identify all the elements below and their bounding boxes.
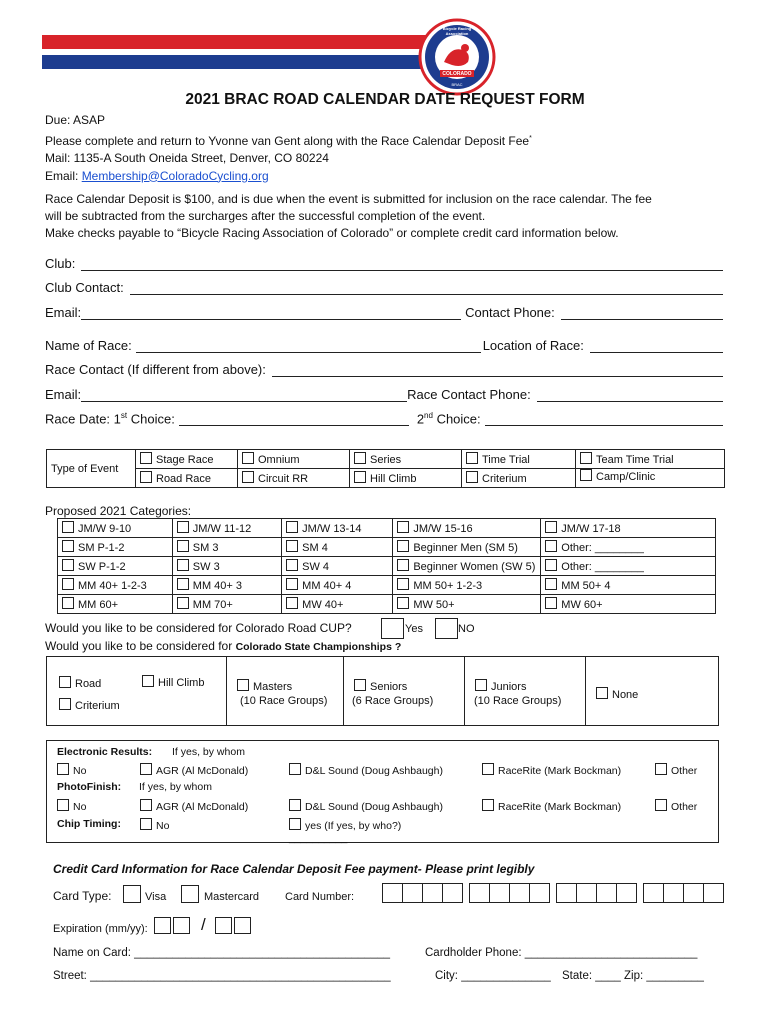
checkbox-icon[interactable]	[397, 559, 409, 571]
location-of-race-label: Location of Race:	[482, 338, 584, 353]
category-label: MM 50+ 4	[561, 580, 611, 592]
category-label: SW 3	[192, 561, 220, 573]
logo-text-bottom: BRAC	[451, 82, 463, 87]
header-stripe-navy	[42, 55, 440, 69]
category-cell[interactable]	[282, 519, 393, 538]
card-number-group	[556, 883, 636, 903]
checkbox-icon[interactable]	[177, 597, 189, 609]
category-label: Other: ________	[561, 542, 644, 554]
category-cell[interactable]	[172, 538, 281, 557]
checkbox-icon[interactable]	[140, 452, 152, 464]
checkbox-icon[interactable]	[242, 471, 254, 483]
city-field[interactable]: City: ______________	[435, 970, 551, 982]
checkbox-icon[interactable]	[142, 675, 154, 687]
champs-none-label: None	[612, 689, 639, 701]
champs-seniors-sub: (6 Race Groups)	[352, 695, 434, 707]
checkbox-icon[interactable]	[140, 818, 152, 830]
checkbox-icon[interactable]	[140, 763, 152, 775]
second-choice-blank[interactable]	[485, 411, 723, 426]
instructions-body: Please complete and return to Yvonne van Gent along with the Race Calendar Deposit Fee	[45, 133, 530, 148]
street-field[interactable]: Street: _______________________________________________	[53, 970, 391, 982]
category-cell[interactable]	[541, 595, 716, 614]
category-cell[interactable]	[541, 557, 716, 576]
event-hill-climb[interactable]	[350, 469, 462, 488]
chip-yes[interactable]	[289, 818, 401, 832]
checkbox-icon[interactable]	[177, 578, 189, 590]
electronic-no-label: No	[73, 765, 87, 777]
checkbox-icon[interactable]	[466, 471, 478, 483]
credit-card-heading: Credit Card Information for Race Calendar Deposit Fee payment- Please print legibly	[53, 862, 535, 876]
category-label: SM 4	[302, 542, 328, 554]
photofinish-label	[57, 781, 121, 793]
race-date-field[interactable]	[45, 411, 723, 426]
champs-road-label: Road	[75, 678, 102, 690]
deposit-line-2: will be subtracted from the surcharges after the successful completion of the event.	[45, 209, 486, 223]
category-cell[interactable]	[393, 595, 541, 614]
category-cell[interactable]	[393, 576, 541, 595]
first-choice-blank[interactable]	[179, 411, 409, 426]
category-label: SM 3	[192, 542, 219, 554]
photo-dl[interactable]	[289, 799, 443, 813]
road-cup-question: Would you like to be considered for Colorado Road CUP?	[45, 621, 352, 635]
name-on-card-field[interactable]: Name on Card: ________________________________________	[53, 947, 391, 959]
email-line	[45, 168, 532, 186]
card-type-mastercard-box[interactable]	[181, 885, 199, 903]
page-title: 2021 BRAC ROAD CALENDAR DATE REQUEST FORM	[185, 91, 585, 108]
category-cell[interactable]	[541, 519, 716, 538]
checkbox-icon[interactable]	[289, 799, 301, 811]
card-digit-box[interactable]	[402, 883, 423, 903]
race-date-sup: st	[120, 411, 128, 420]
state-champs-bold: Colorado State Championships ?	[235, 641, 402, 653]
second-choice-prefix: 2	[416, 411, 425, 427]
road-cup-no-box[interactable]	[435, 618, 458, 639]
card-type-label: Card Type:	[53, 889, 112, 903]
category-label: JM/W 11-12	[192, 523, 252, 535]
event-hill-climb-label: Hill Climb	[370, 473, 417, 485]
event-series-label: Series	[370, 454, 402, 466]
checkbox-icon[interactable]	[397, 578, 409, 590]
photofinish-bold: PhotoFinish:	[57, 781, 122, 793]
category-cell[interactable]	[541, 538, 716, 557]
electronic-results-if: If yes, by whom	[172, 746, 245, 758]
state-champs-divider-2	[343, 656, 344, 726]
email-field-label: Email:	[45, 305, 82, 320]
location-of-race-blank[interactable]	[590, 338, 723, 353]
checkbox-icon[interactable]	[397, 540, 409, 552]
event-camp-clinic[interactable]	[576, 469, 725, 488]
checkbox-icon[interactable]	[177, 559, 189, 571]
champs-criterium[interactable]	[59, 698, 120, 712]
category-label: Beginner Men (SM 5)	[413, 542, 518, 554]
brac-logo	[418, 18, 496, 96]
club-field[interactable]	[45, 256, 723, 271]
exp-year-2[interactable]	[234, 917, 251, 934]
checkbox-icon[interactable]	[655, 799, 667, 811]
card-number-group	[382, 883, 462, 903]
checkbox-icon[interactable]	[177, 521, 189, 533]
card-digit-box[interactable]	[556, 883, 577, 903]
club-contact-label: Club Contact:	[45, 280, 124, 295]
event-type-table	[46, 449, 725, 488]
second-choice-label	[417, 411, 481, 426]
photo-other-label: Other	[671, 801, 698, 813]
card-type-visa-box[interactable]	[123, 885, 141, 903]
electronic-no[interactable]	[57, 763, 86, 777]
category-label: Beginner Women (SW 5)	[413, 561, 536, 573]
email-field[interactable]	[45, 305, 723, 320]
electronic-results-bold: Electronic Results:	[57, 746, 153, 758]
card-digit-box[interactable]	[576, 883, 597, 903]
category-cell[interactable]	[58, 595, 173, 614]
second-choice-suffix: Choice:	[432, 411, 481, 427]
checkbox-icon[interactable]	[177, 540, 189, 552]
category-label: MW 50+	[413, 599, 455, 611]
race-date-suffix: Choice:	[127, 411, 175, 427]
checkbox-icon[interactable]	[237, 679, 249, 691]
card-digit-box[interactable]	[442, 883, 463, 903]
electronic-agr-label: AGR (Al McDonald)	[156, 765, 249, 777]
state-champs-question	[45, 639, 401, 653]
card-number-group	[643, 883, 723, 903]
name-of-race-label: Name of Race:	[45, 338, 132, 353]
checkbox-icon[interactable]	[545, 559, 557, 571]
checkbox-icon[interactable]	[62, 597, 74, 609]
checkbox-icon[interactable]	[62, 578, 74, 590]
category-label: SW P-1-2	[78, 561, 126, 573]
category-cell[interactable]	[172, 595, 281, 614]
checkbox-icon[interactable]	[482, 799, 494, 811]
checkbox-icon[interactable]	[289, 763, 301, 775]
checkbox-icon[interactable]	[286, 521, 298, 533]
card-digit-box[interactable]	[382, 883, 403, 903]
photo-dl-label: D&L Sound (Doug Ashbaugh)	[305, 801, 443, 813]
expiration-boxes[interactable]	[154, 915, 253, 935]
category-label: MM 70+	[192, 599, 233, 611]
champs-seniors[interactable]	[354, 679, 407, 693]
chip-timing-label	[57, 818, 121, 830]
photo-no-label: No	[73, 801, 87, 813]
category-cell[interactable]	[393, 538, 541, 557]
checkbox-icon[interactable]	[354, 679, 366, 691]
card-digit-box[interactable]	[596, 883, 617, 903]
state-champs-prefix: Would you like to be considered for	[45, 639, 236, 653]
race-date-prefix: Race Date: 1	[45, 411, 121, 427]
email-blank[interactable]	[81, 305, 461, 320]
name-of-race-blank[interactable]	[136, 338, 481, 353]
category-label: SW 4	[302, 561, 330, 573]
logo-text-top: Bicycle Racing Association	[442, 26, 472, 36]
checkbox-icon[interactable]	[397, 597, 409, 609]
category-label: MM 40+ 4	[302, 580, 352, 592]
state-champs-divider-4	[585, 656, 586, 726]
checkbox-icon[interactable]	[286, 540, 298, 552]
instructions-text	[45, 130, 532, 151]
category-label: SM P-1-2	[78, 542, 125, 554]
checkbox-icon[interactable]	[475, 679, 487, 691]
event-stage-race-label: Stage Race	[156, 454, 214, 466]
card-digit-box[interactable]	[703, 883, 724, 903]
state-field[interactable]: State: ____	[562, 970, 621, 982]
checkbox-icon[interactable]	[57, 799, 69, 811]
email-label: Email:	[45, 168, 82, 183]
contact-phone-blank[interactable]	[561, 305, 723, 320]
checkbox-icon[interactable]	[59, 698, 71, 710]
checkbox-icon[interactable]	[545, 597, 557, 609]
category-row	[58, 519, 716, 538]
exp-month-2[interactable]	[173, 917, 190, 934]
deposit-block	[45, 191, 652, 242]
category-label: JM/W 17-18	[561, 523, 621, 535]
expiration-label: Expiration (mm/yy):	[53, 923, 148, 935]
event-circuit-rr-label: Circuit RR	[258, 473, 309, 485]
chip-no-label: No	[156, 820, 170, 832]
checkbox-icon[interactable]	[242, 452, 254, 464]
category-label: JM/W 13-14	[302, 523, 362, 535]
champs-juniors-sub: (10 Race Groups)	[474, 695, 562, 707]
checkbox-icon[interactable]	[140, 471, 152, 483]
event-time-trial-label: Time Trial	[482, 454, 530, 466]
chip-yes-label: yes (If yes, by who?)	[305, 820, 402, 832]
chip-timing-bold: Chip Timing:	[57, 818, 121, 830]
category-cell[interactable]	[541, 576, 716, 595]
club-contact-blank[interactable]	[130, 280, 723, 295]
checkbox-icon[interactable]	[655, 763, 667, 775]
category-label: MM 40+ 3	[192, 580, 243, 592]
race-contact-label: Race Contact (If different from above):	[45, 362, 266, 377]
card-digit-box[interactable]	[529, 883, 550, 903]
photo-no[interactable]	[57, 799, 86, 813]
champs-hill-climb-label: Hill Climb	[158, 677, 205, 689]
card-type-mastercard-label: Mastercard	[204, 891, 260, 903]
electronic-agr[interactable]	[140, 763, 248, 777]
event-criterium-label: Criterium	[482, 473, 527, 485]
checkbox-icon[interactable]	[482, 763, 494, 775]
deposit-line-3: Make checks payable to “Bicycle Racing Association of Colorado” or complete credit card information below.	[45, 226, 619, 240]
electronic-results-label	[57, 746, 152, 758]
card-digit-box[interactable]	[663, 883, 684, 903]
category-cell[interactable]	[58, 538, 173, 557]
card-number-group	[469, 883, 549, 903]
category-cell[interactable]	[58, 557, 173, 576]
club-contact-field[interactable]	[45, 280, 723, 295]
photo-racerite-label: RaceRite (Mark Bockman)	[498, 801, 622, 813]
race-email-blank[interactable]	[81, 387, 407, 402]
race-name-field[interactable]	[45, 338, 723, 353]
checkbox-icon[interactable]	[289, 818, 301, 830]
categories-label: Proposed 2021 Categories:	[45, 504, 192, 518]
category-cell[interactable]	[393, 557, 541, 576]
champs-masters-sub: (10 Race Groups)	[240, 695, 328, 707]
category-cell[interactable]	[282, 576, 393, 595]
checkbox-icon[interactable]	[286, 597, 298, 609]
card-digit-box[interactable]	[422, 883, 443, 903]
race-email-field[interactable]	[45, 387, 723, 402]
road-cup-yes-label: Yes	[405, 623, 423, 635]
chip-no[interactable]	[140, 818, 169, 832]
checkbox-icon[interactable]	[466, 452, 478, 464]
category-row	[58, 595, 716, 614]
zip-field[interactable]: Zip: _________	[624, 970, 704, 982]
checkbox-icon[interactable]	[140, 799, 152, 811]
checkbox-icon[interactable]	[62, 559, 74, 571]
event-time-trial[interactable]	[462, 450, 576, 469]
checkbox-icon[interactable]	[596, 687, 608, 699]
event-criterium[interactable]	[462, 469, 576, 488]
contact-phone-label: Contact Phone:	[465, 305, 555, 320]
second-choice-sup: nd	[424, 411, 433, 420]
race-contact-phone-label: Race Contact Phone:	[407, 387, 531, 402]
checkbox-icon[interactable]	[59, 676, 71, 688]
photo-racerite[interactable]	[482, 799, 621, 813]
category-cell[interactable]	[282, 538, 393, 557]
event-team-time-trial-label: Team Time Trial	[596, 454, 674, 466]
event-team-time-trial[interactable]	[576, 450, 725, 469]
checkbox-icon[interactable]	[57, 763, 69, 775]
checkbox-icon[interactable]	[286, 559, 298, 571]
card-digit-box[interactable]	[489, 883, 510, 903]
state-champs-divider-1	[226, 656, 227, 726]
checkbox-icon[interactable]	[354, 471, 366, 483]
event-camp-clinic-label: Camp/Clinic	[596, 471, 656, 483]
card-number-boxes[interactable]	[382, 883, 730, 903]
card-digit-box[interactable]	[616, 883, 637, 903]
champs-masters[interactable]	[237, 679, 292, 693]
electronic-dl-label: D&L Sound (Doug Ashbaugh)	[305, 765, 443, 777]
category-cell[interactable]	[58, 576, 173, 595]
exp-year-1[interactable]	[215, 917, 232, 934]
card-number-label: Card Number:	[285, 891, 355, 903]
electronic-other-label: Other	[671, 765, 698, 777]
category-cell[interactable]	[393, 519, 541, 538]
club-blank[interactable]	[81, 256, 723, 271]
race-contact-field[interactable]	[45, 362, 723, 377]
event-type-label: Type of Event	[47, 450, 136, 488]
due-text: Due: ASAP	[45, 113, 106, 127]
champs-juniors-label: Juniors	[491, 681, 527, 693]
electronic-racerite[interactable]	[482, 763, 621, 777]
event-omnium-label: Omnium	[258, 454, 300, 466]
intro-block	[45, 112, 532, 185]
race-contact-phone-blank[interactable]	[537, 387, 723, 402]
electronic-racerite-label: RaceRite (Mark Bockman)	[498, 765, 622, 777]
photo-other[interactable]	[655, 799, 697, 813]
event-stage-race[interactable]	[136, 450, 238, 469]
photofinish-if: If yes, by whom	[139, 781, 212, 793]
checkbox-icon[interactable]	[580, 452, 592, 464]
membership-email-link[interactable]: Membership@ColoradoCycling.org	[81, 168, 269, 183]
race-date-label	[45, 411, 175, 426]
road-cup-yes-box[interactable]	[381, 618, 404, 639]
card-type-visa-label: Visa	[145, 891, 167, 903]
chip-blank[interactable]: __________	[289, 832, 348, 844]
champs-road[interactable]	[59, 676, 101, 690]
electronic-other[interactable]	[655, 763, 697, 777]
race-contact-blank[interactable]	[272, 362, 723, 377]
category-label: MW 60+	[561, 599, 603, 611]
event-road-race-label: Road Race	[156, 473, 212, 485]
champs-seniors-label: Seniors	[370, 681, 408, 693]
logo-text-band: COLORADO	[442, 71, 472, 77]
category-cell[interactable]	[282, 557, 393, 576]
checkbox-icon[interactable]	[62, 521, 74, 533]
checkbox-icon[interactable]	[354, 452, 366, 464]
checkbox-icon[interactable]	[545, 578, 557, 590]
checkbox-icon[interactable]	[545, 521, 557, 533]
checkbox-icon[interactable]	[580, 469, 592, 481]
category-label: JM/W 9-10	[78, 523, 132, 535]
checkbox-icon[interactable]	[545, 540, 557, 552]
champs-masters-label: Masters	[253, 681, 293, 693]
category-cell[interactable]	[282, 595, 393, 614]
category-label: MM 50+ 1-2-3	[413, 580, 483, 592]
category-label: MW 40+	[302, 599, 344, 611]
checkbox-icon[interactable]	[397, 521, 409, 533]
category-label: Other: ________	[561, 561, 644, 573]
champs-none[interactable]	[596, 687, 638, 701]
race-email-label: Email:	[45, 387, 82, 402]
event-road-race[interactable]	[136, 469, 238, 488]
card-digit-box[interactable]	[643, 883, 664, 903]
instructions-mark: *	[529, 134, 532, 142]
exp-month-1[interactable]	[154, 917, 171, 934]
checkbox-icon[interactable]	[62, 540, 74, 552]
electronic-dl[interactable]	[289, 763, 443, 777]
category-cell[interactable]	[172, 519, 281, 538]
expiration-slash: /	[201, 915, 206, 934]
category-label: JM/W 15-16	[413, 523, 473, 535]
category-label: MM 40+ 1-2-3	[78, 580, 147, 592]
category-row	[58, 576, 716, 595]
category-row	[58, 557, 716, 576]
cardholder-phone-field[interactable]: Cardholder Phone: ___________________________	[425, 947, 698, 959]
road-cup-no-label: NO	[458, 623, 475, 635]
category-cell[interactable]	[172, 557, 281, 576]
categories-table	[57, 518, 716, 614]
photo-agr-label: AGR (Al McDonald)	[156, 801, 249, 813]
champs-criterium-label: Criterium	[75, 700, 120, 712]
event-circuit-rr[interactable]	[238, 469, 350, 488]
club-label: Club:	[45, 256, 76, 271]
photo-agr[interactable]	[140, 799, 248, 813]
state-champs-divider-3	[464, 656, 465, 726]
mail-text: Mail: 1135-A South Oneida Street, Denver, CO 80224	[45, 151, 329, 165]
champs-hill-climb[interactable]	[142, 675, 204, 689]
checkbox-icon[interactable]	[286, 578, 298, 590]
category-row	[58, 538, 716, 557]
header-stripe-red	[42, 35, 440, 49]
card-digit-box[interactable]	[469, 883, 490, 903]
category-label: MM 60+	[78, 599, 119, 611]
event-series[interactable]	[350, 450, 462, 469]
category-cell[interactable]	[172, 576, 281, 595]
card-digit-box[interactable]	[683, 883, 704, 903]
card-digit-box[interactable]	[509, 883, 530, 903]
event-omnium[interactable]	[238, 450, 350, 469]
champs-juniors[interactable]	[475, 679, 526, 693]
deposit-line-1: Race Calendar Deposit is $100, and is due when the event is submitted for inclusion on the race calendar. The fee	[45, 192, 652, 206]
category-cell[interactable]	[58, 519, 173, 538]
